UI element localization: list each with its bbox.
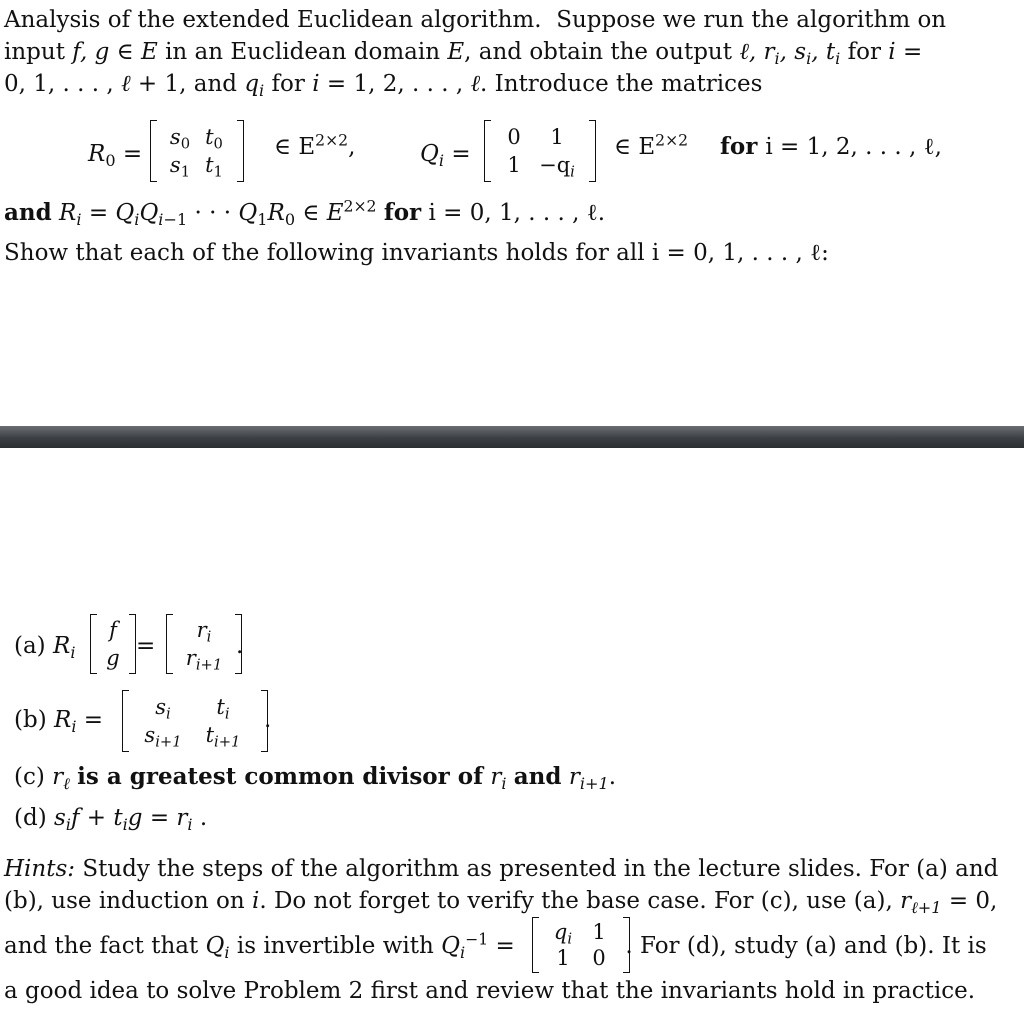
hints-line-2: (b), use induction on i. Do not forget to verify the base case. For (c), use (a), $r_{\ell+1} = 0$, xyxy=(4,888,998,917)
r0-matrix: $s_0$ $t_0$ $s_1$ $t_1$ xyxy=(150,120,244,182)
divider-bar xyxy=(0,426,1024,448)
item-c: (c) $r_\ell$ is a greatest common divisor of $r_i$ and $r_{i+1}$. xyxy=(14,763,616,793)
item-d: (d) $s_if + t_ig = r_i$ . xyxy=(14,805,208,834)
qi-label: $Q_i$ = xyxy=(420,141,471,170)
r0-label: $R_0$ = xyxy=(88,141,143,170)
and-line: and $R_i = Q_iQ_{i-1}$ · · · $Q_1R_0$ ∈ $E^{2\times 2}$ for i = 0, 1, . . . , ℓ. xyxy=(4,196,606,229)
hints-paragraph xyxy=(4,853,1008,1007)
intro-title: Analysis of the extended Euclidean algorithm. xyxy=(4,7,542,33)
item-a-r-vector: $r_i$ $r_{i+1}$ xyxy=(166,614,242,674)
item-a: (a) $R_i$ xyxy=(14,633,76,662)
show-line: Show that each of the following invariants holds for all i = 0, 1, . . . , ℓ: xyxy=(4,240,829,266)
qi-inverse-matrix: $q_i$ 1 1 0 xyxy=(532,917,630,973)
qi-matrix: 0 1 1 $-q_i$ xyxy=(484,120,596,182)
hints-line-4: a good idea to solve Problem 2 first and review that the invariants hold in practice. xyxy=(4,978,976,1004)
item-a-fg-vector: f g xyxy=(90,614,136,674)
intro-line-1: Analysis of the extended Euclidean algorithm. Suppose we run the algorithm on xyxy=(4,7,947,33)
r0-set: ∈ $E^{2\times 2}$, xyxy=(274,130,356,160)
intro-line-3: 0, 1, . . . , ℓ + 1, and $q_i$ for i = 1, 2, . . . , ℓ. Introduce the matrices xyxy=(4,71,763,100)
hints-line-1: Hints: Study the steps of the algorithm as presented in the lecture slides. For (a) and xyxy=(4,856,999,882)
intro-line-2: input f, g ∈ E in an Euclidean domain E, and obtain the output ℓ, $r_i$, $s_i$, $t_i$ for i = xyxy=(4,39,923,68)
qi-set: ∈ $E^{2\times 2}$ xyxy=(614,130,689,160)
item-b-matrix: $s_i$ $t_i$ $s_{i+1}$ $t_{i+1}$ xyxy=(122,690,268,752)
qi-range: for i = 1, 2, . . . , ℓ, xyxy=(720,133,942,160)
hints-line-3: and the fact that $Q_i$ is invertible with $Q_i^{-1}$ = . For (d), study (a) and (b). It is $q_i$ 1 1 0 xyxy=(4,917,1008,975)
intro-paragraph xyxy=(4,4,1004,100)
item-b: (b) $R_i$ = xyxy=(14,707,104,736)
